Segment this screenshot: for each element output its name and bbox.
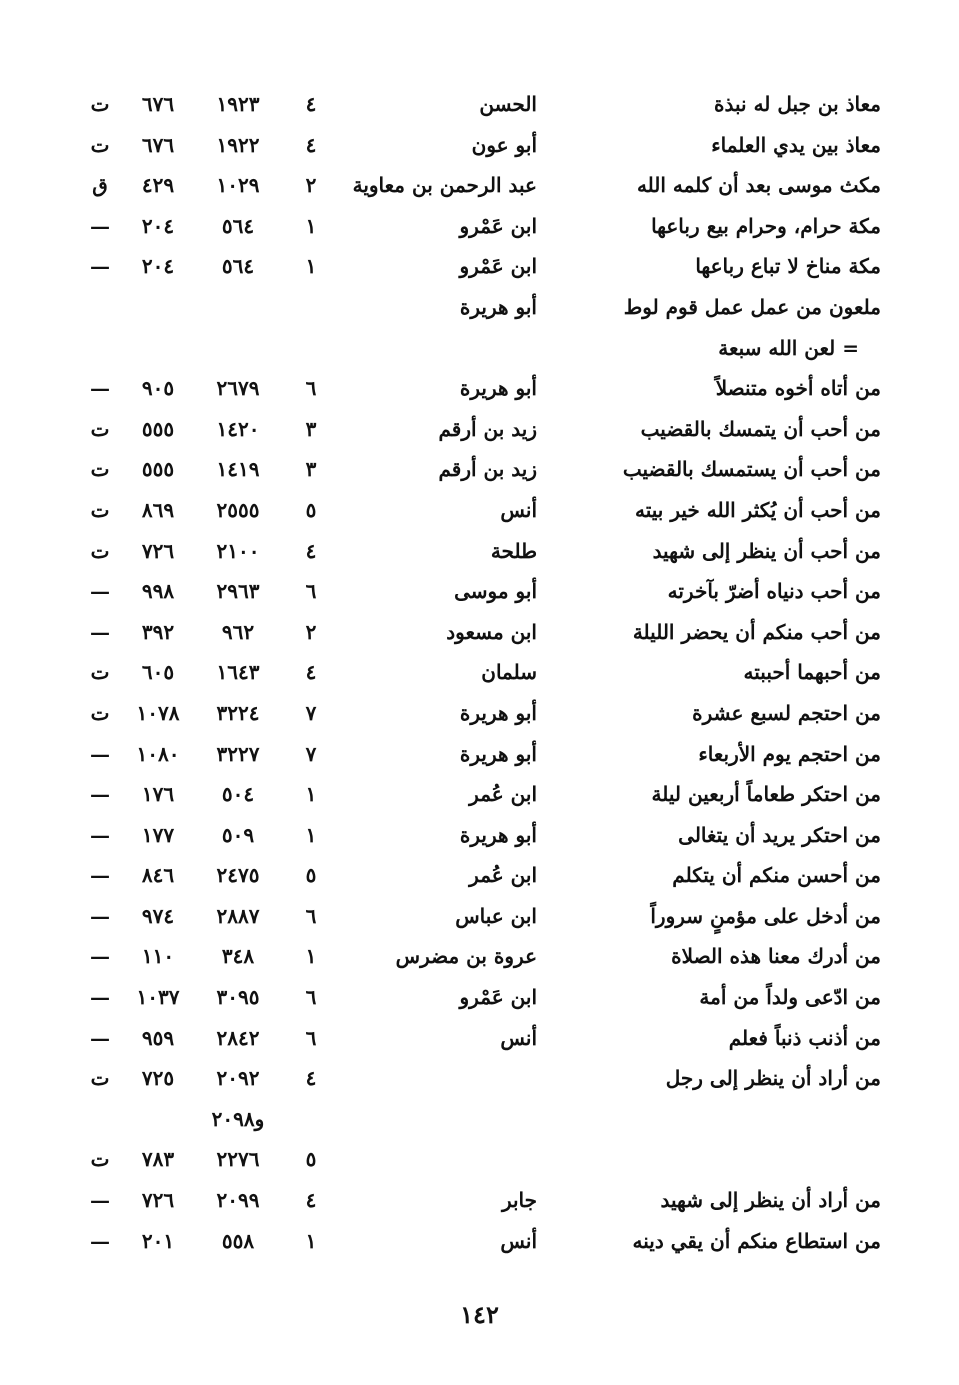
source-mark: ت — [90, 700, 110, 725]
hadith-text: = لعن الله سبعة — [718, 335, 859, 360]
index-row — [0, 571, 959, 612]
index-row — [0, 936, 959, 977]
source-mark — [80, 1099, 120, 1140]
volume-number: ١ — [305, 254, 317, 279]
source-mark: ت — [90, 660, 110, 685]
narrator-name: ابن عُمر — [469, 863, 537, 888]
volume-number: ٦ — [305, 903, 317, 928]
hadith-text: من أحب أن يستمسك بالقضيب — [622, 457, 881, 482]
narrator-name: ابن عَمْرو — [459, 213, 537, 238]
index-row — [0, 1139, 959, 1180]
page-ref: ٧٨٣ — [141, 1147, 175, 1172]
hadith-number: ٢٢٧٦ — [216, 1147, 260, 1172]
hadith-number: ١٩٢٢ — [216, 132, 260, 157]
source-mark: ت — [90, 538, 110, 563]
hadith-text: من احتجم لسبع عشرة — [692, 700, 881, 725]
hadith-number — [198, 287, 278, 328]
page-ref: ٢٠١ — [141, 1228, 175, 1253]
source-mark: — — [90, 782, 110, 807]
page-ref — [120, 1099, 196, 1140]
index-row — [0, 774, 959, 815]
index-row — [0, 977, 959, 1018]
index-table — [0, 84, 959, 1261]
hadith-text: من أدرك معنا هذه الصلاة — [671, 944, 881, 969]
hadith-number: ٢٠٩٩ — [216, 1188, 260, 1213]
volume-number: ٤ — [305, 1066, 317, 1091]
volume-number: ٥ — [305, 863, 317, 888]
narrator-name: زيد بن أرقم — [438, 416, 537, 441]
index-row — [0, 1221, 959, 1262]
page-ref: ٩٧٤ — [141, 903, 175, 928]
hadith-number: ٣٢٢٤ — [216, 700, 260, 725]
index-row — [0, 328, 959, 369]
index-row — [0, 612, 959, 653]
narrator-name: ابن مسعود — [446, 619, 537, 644]
page-ref: ٦٧٦ — [141, 132, 175, 157]
narrator-name: سلمان — [481, 660, 537, 685]
hadith-text: معاذ بين يدي العلماء — [711, 132, 881, 157]
narrator-name: أبو هريرة — [459, 741, 537, 766]
page-ref: ٥٥٥ — [141, 416, 175, 441]
hadith-number: ٩٦٢ — [221, 619, 255, 644]
hadith-text: من أحسن منكم أن يتكلم — [672, 863, 881, 888]
hadith-text: من أذنب ذنباً فعلم — [728, 1025, 881, 1050]
source-mark: — — [90, 619, 110, 644]
index-row — [0, 84, 959, 125]
volume-number: ٥ — [305, 1147, 317, 1172]
hadith-text: من احتكر يريد أن يتغالى — [678, 822, 881, 847]
page-ref: ١١٠ — [141, 944, 175, 969]
volume-number: ٢ — [305, 173, 317, 198]
source-mark: — — [90, 1025, 110, 1050]
narrator-name: ابن عَمْرو — [459, 254, 537, 279]
index-row — [0, 1018, 959, 1059]
volume-number: ٤ — [305, 660, 317, 685]
source-mark: — — [90, 741, 110, 766]
hadith-number: ٢٨٨٧ — [216, 903, 260, 928]
hadith-number: ١٤٢٠ — [216, 416, 260, 441]
source-mark: — — [90, 822, 110, 847]
source-mark: — — [90, 579, 110, 604]
source-mark: ت — [90, 1066, 110, 1091]
hadith-number: ٢٩٦٣ — [216, 579, 260, 604]
source-mark: ت — [90, 132, 110, 157]
narrator-name: أبو هريرة — [459, 700, 537, 725]
page-ref: ٩٥٩ — [141, 1025, 175, 1050]
volume-number: ٥ — [305, 497, 317, 522]
volume-number — [296, 1099, 326, 1140]
volume-number: ١ — [305, 782, 317, 807]
hadith-number: ١٠٢٩ — [216, 173, 260, 198]
index-row — [0, 165, 959, 206]
narrator-name: جابر — [501, 1188, 537, 1213]
hadith-text: من أراد أن ينظر إلى رجل — [665, 1066, 881, 1091]
source-mark: — — [90, 985, 110, 1010]
page-ref: ٩٠٥ — [141, 376, 175, 401]
hadith-text: من أدخل على مؤمنٍ سروراً — [650, 903, 881, 928]
index-row — [0, 693, 959, 734]
narrator-name: عروة بن مضرس — [395, 944, 537, 969]
volume-number: ٢ — [305, 619, 317, 644]
page-ref: ٦٧٦ — [141, 92, 175, 116]
page-ref: ٧٢٥ — [141, 1066, 175, 1091]
hadith-number: ٢٦٧٩ — [216, 376, 260, 401]
index-row — [0, 125, 959, 166]
hadith-number — [198, 328, 278, 369]
page-ref: ١٠٣٧ — [136, 985, 180, 1010]
index-row — [0, 287, 959, 328]
index-row — [0, 531, 959, 572]
hadith-number: ٢١٠٠ — [216, 538, 260, 563]
page-ref: ١٧٧ — [141, 822, 175, 847]
volume-number: ٦ — [305, 579, 317, 604]
hadith-text: من ادّعى ولداً من أمة — [699, 985, 881, 1010]
volume-number: ١ — [305, 213, 317, 238]
hadith-number: ٥٦٤ — [221, 213, 255, 238]
hadith-text: من احتجم يوم الأربعاء — [698, 741, 881, 766]
index-row — [0, 368, 959, 409]
hadith-text: من أحب منكم أن يحضر الليلة — [632, 619, 881, 644]
hadith-number: ٢٨٤٢ — [216, 1025, 260, 1050]
narrator-name: عبد الرحمن بن معاوية — [352, 173, 537, 198]
volume-number: ٧ — [305, 700, 317, 725]
index-row — [0, 652, 959, 693]
volume-number: ٣ — [305, 457, 317, 482]
hadith-text: من أتاه أخوه متنصلاً — [715, 376, 881, 401]
hadith-number: ٣٠٩٥ — [216, 985, 260, 1010]
source-mark: — — [90, 1228, 110, 1253]
hadith-text: مكة مناخ لا تباع رباعها — [695, 254, 881, 279]
page-ref: ٨٤٦ — [141, 863, 175, 888]
hadith-number: ١٤١٩ — [216, 457, 260, 482]
hadith-text: من استطاع منكم أن يقي دينه — [632, 1228, 881, 1253]
hadith-number: ٢٤٧٥ — [216, 863, 260, 888]
index-row — [0, 490, 959, 531]
source-mark: ت — [90, 416, 110, 441]
volume-number: ١ — [305, 944, 317, 969]
narrator-name: أبو هريرة — [459, 376, 537, 401]
source-mark: ت — [90, 92, 110, 116]
narrator-name: ابن عَمْرو — [459, 985, 537, 1010]
volume-number — [296, 287, 326, 328]
narrator-name: ابن عُمر — [469, 782, 537, 807]
index-row — [0, 246, 959, 287]
index-row — [0, 1180, 959, 1221]
page-number: ١٤٢ — [460, 1300, 499, 1329]
volume-number: ٣ — [305, 416, 317, 441]
source-mark: — — [90, 376, 110, 401]
hadith-number: ٢٠٩٢ — [216, 1066, 260, 1091]
volume-number: ٤ — [305, 538, 317, 563]
page-ref: ٥٥٥ — [141, 457, 175, 482]
source-mark: — — [90, 254, 110, 279]
hadith-number: ٢٥٥٥ — [216, 497, 260, 522]
volume-number: ١ — [305, 1228, 317, 1253]
hadith-text: ملعون من عمل عمل قوم لوط — [623, 294, 881, 319]
source-mark: — — [90, 863, 110, 888]
index-row — [0, 1058, 959, 1099]
volume-number: ١ — [305, 822, 317, 847]
narrator-name: أنس — [500, 497, 537, 522]
index-row — [0, 855, 959, 896]
narrator-name: أنس — [500, 1025, 537, 1050]
hadith-text: من احتكر طعاماً أربعين ليلة — [651, 782, 881, 807]
narrator-name: طلحة — [490, 538, 537, 563]
page-ref: ٧٢٦ — [141, 1188, 175, 1213]
page-ref — [120, 287, 196, 328]
source-mark — [80, 328, 120, 369]
hadith-number: ١٩٢٣ — [216, 92, 260, 116]
page-ref: ٢٠٤ — [141, 213, 175, 238]
narrator-name: الحسن — [479, 92, 537, 116]
page-ref: ٧٢٦ — [141, 538, 175, 563]
narrator-name: أنس — [500, 1228, 537, 1253]
volume-number: ٤ — [305, 132, 317, 157]
hadith-text: مكث موسى بعد أن كلمه الله — [636, 173, 881, 198]
hadith-text: من أحب دنياه أضرّ بآخرته — [667, 579, 881, 604]
page-ref — [120, 328, 196, 369]
hadith-number: ٥٠٤ — [221, 782, 255, 807]
index-row — [0, 815, 959, 856]
volume-number: ٧ — [305, 741, 317, 766]
page-ref: ٣٩٢ — [141, 619, 175, 644]
source-mark: ق — [92, 173, 108, 198]
hadith-text: من أراد أن ينظر إلى شهيد — [660, 1188, 881, 1213]
hadith-text: معاذ بن جبل له نبذة — [714, 92, 881, 116]
index-row — [0, 734, 959, 775]
hadith-number: ٥٥٨ — [221, 1228, 255, 1253]
narrator-name: أبو عون — [471, 132, 537, 157]
hadith-text: من أحب أن ينظر إلى شهيد — [652, 538, 881, 563]
volume-number: ٦ — [305, 1025, 317, 1050]
hadith-text: من أحبهما أحببته — [743, 660, 881, 685]
hadith-text: من أحب أن يُكثر الله خير بيته — [635, 497, 881, 522]
hadith-number: و٢٠٩٨ — [211, 1106, 265, 1131]
volume-number: ٤ — [305, 1188, 317, 1213]
source-mark: ت — [90, 1147, 110, 1172]
narrator-name: أبو موسى — [454, 579, 537, 604]
hadith-number: ٥٠٩ — [221, 822, 255, 847]
narrator-name: أبو هريرة — [459, 822, 537, 847]
page-ref: ٩٩٨ — [141, 579, 175, 604]
page-ref: ١٠٧٨ — [136, 700, 180, 725]
hadith-number: ٥٦٤ — [221, 254, 255, 279]
source-mark: — — [90, 1188, 110, 1213]
page-ref: ٨٦٩ — [141, 497, 175, 522]
hadith-number: ٣٤٨ — [221, 944, 255, 969]
source-mark: — — [90, 944, 110, 969]
index-row — [0, 1099, 959, 1140]
source-mark: ت — [90, 457, 110, 482]
source-mark: — — [90, 213, 110, 238]
source-mark — [80, 287, 120, 328]
index-row — [0, 449, 959, 490]
page-ref: ٦٠٥ — [141, 660, 175, 685]
page-ref: ١٠٨٠ — [136, 741, 180, 766]
page-ref: ٢٠٤ — [141, 254, 175, 279]
hadith-text: مكة حرام، وحرام بيع رباعها — [651, 213, 881, 238]
source-mark: — — [90, 903, 110, 928]
narrator-name: زيد بن أرقم — [438, 457, 537, 482]
volume-number: ٦ — [305, 985, 317, 1010]
narrator-name: ابن عباس — [455, 903, 537, 928]
volume-number: ٤ — [305, 92, 317, 116]
volume-number — [296, 328, 326, 369]
page-ref: ٤٢٩ — [141, 173, 175, 198]
page-ref: ١٧٦ — [141, 782, 175, 807]
index-row — [0, 896, 959, 937]
hadith-number: ١٦٤٣ — [216, 660, 260, 685]
hadith-number: ٣٢٢٧ — [216, 741, 260, 766]
narrator-name: أبو هريرة — [459, 294, 537, 319]
volume-number: ٦ — [305, 376, 317, 401]
index-row — [0, 206, 959, 247]
source-mark: ت — [90, 497, 110, 522]
index-row — [0, 409, 959, 450]
hadith-text: من أحب أن يتمسك بالقضيب — [640, 416, 881, 441]
